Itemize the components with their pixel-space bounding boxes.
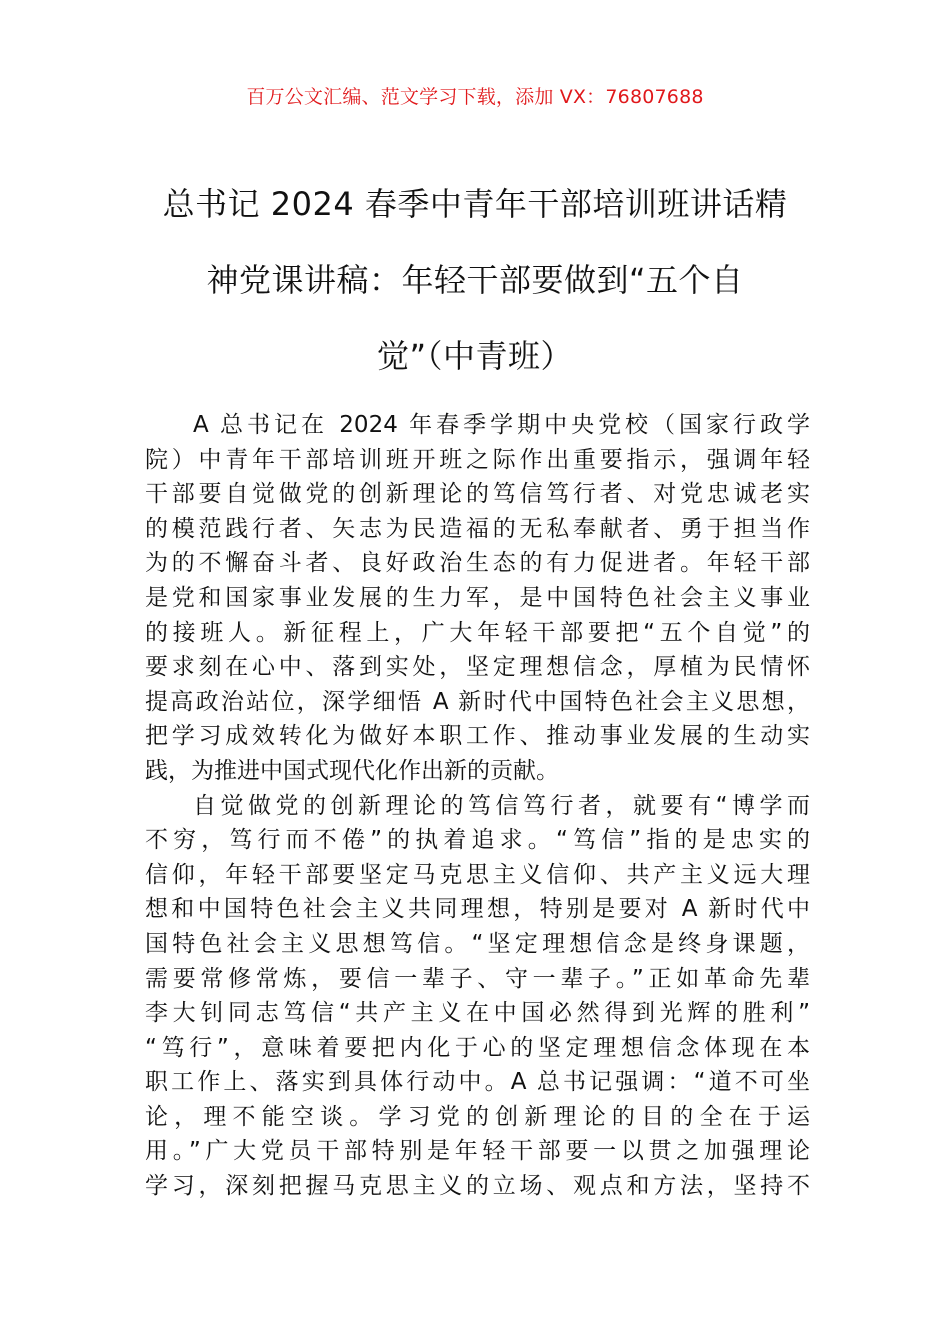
text-line: 的模范践行者、矢志为民造福的无私奉献者、勇于担当作 bbox=[145, 515, 810, 542]
title-line: 神党课讲稿：年轻干部要做到“五个自 bbox=[206, 261, 744, 299]
text-line: 想和中国特色社会主义共同理想，特别是要对 A 新时代中 bbox=[145, 896, 810, 923]
text-line: 学习，深刻把握马克思主义的立场、观点和方法，坚持不 bbox=[145, 1173, 810, 1200]
text-line: 的接班人。新征程上，广大年轻干部要把“五个自觉”的 bbox=[145, 619, 810, 646]
title-line: 总书记 2024 春季中青年干部培训班讲话精 bbox=[162, 185, 788, 223]
text-line: 职工作上、落实到具体行动中。A 总书记强调：“道不可坐 bbox=[145, 1069, 810, 1096]
paragraph-2 bbox=[145, 789, 810, 1204]
text-line: A 总书记在 2024 年春季学期中央党校（国家行政学 bbox=[193, 412, 810, 438]
text-line: 用。”广大党员干部特别是年轻干部要一以贯之加强理论 bbox=[145, 1138, 810, 1165]
text-line: 信仰，年轻干部要坚定马克思主义信仰、共产主义远大理 bbox=[145, 861, 810, 888]
text-line: 论，理不能空谈。学习党的创新理论的目的全在于运 bbox=[145, 1103, 810, 1130]
text-line: “笃行”，意味着要把内化于心的坚定理想信念体现在本 bbox=[145, 1034, 810, 1061]
text-line: 自觉做党的创新理论的笃信笃行者，就要有“博学而 bbox=[193, 792, 810, 819]
text-line: 要求刻在心中、落到实处，坚定理想信念，厚植为民情怀 bbox=[145, 654, 810, 681]
text-line: 院）中青年干部培训班开班之际作出重要指示，强调年轻 bbox=[145, 446, 810, 473]
text-line: 不穷，笃行而不倦”的执着追求。“笃信”指的是忠实的 bbox=[145, 827, 810, 854]
text-line: 国特色社会主义思想笃信。“坚定理想信念是终身课题， bbox=[145, 930, 810, 957]
document-title bbox=[140, 166, 810, 394]
text-line: 需要常修常炼，要信一辈子、守一辈子。”正如革命先辈 bbox=[145, 965, 810, 992]
text-line: 是党和国家事业发展的生力军，是中国特色社会主义事业 bbox=[145, 584, 810, 611]
text-line: 提高政治站位，深学细悟 A 新时代中国特色社会主义思想， bbox=[145, 688, 810, 715]
title-line: 觉”（中青班） bbox=[376, 337, 574, 375]
text-line: 把学习成效转化为做好本职工作、推动事业发展的生动实 bbox=[145, 723, 810, 750]
paragraph-1 bbox=[145, 408, 810, 789]
text-line: 干部要自觉做党的创新理论的笃信笃行者、对党忠诚老实 bbox=[145, 481, 810, 508]
document-body bbox=[145, 408, 810, 1204]
text-line: 践，为推进中国式现代化作出新的贡献。 bbox=[145, 757, 559, 784]
header-watermark-note: 百万公文汇编、范文学习下载，添加 VX：76807688 bbox=[246, 86, 704, 108]
text-line: 李大钊同志笃信“共产主义在中国必然得到光辉的胜利” bbox=[145, 1000, 810, 1027]
text-line: 为的不懈奋斗者、良好政治生态的有力促进者。年轻干部 bbox=[145, 550, 810, 577]
